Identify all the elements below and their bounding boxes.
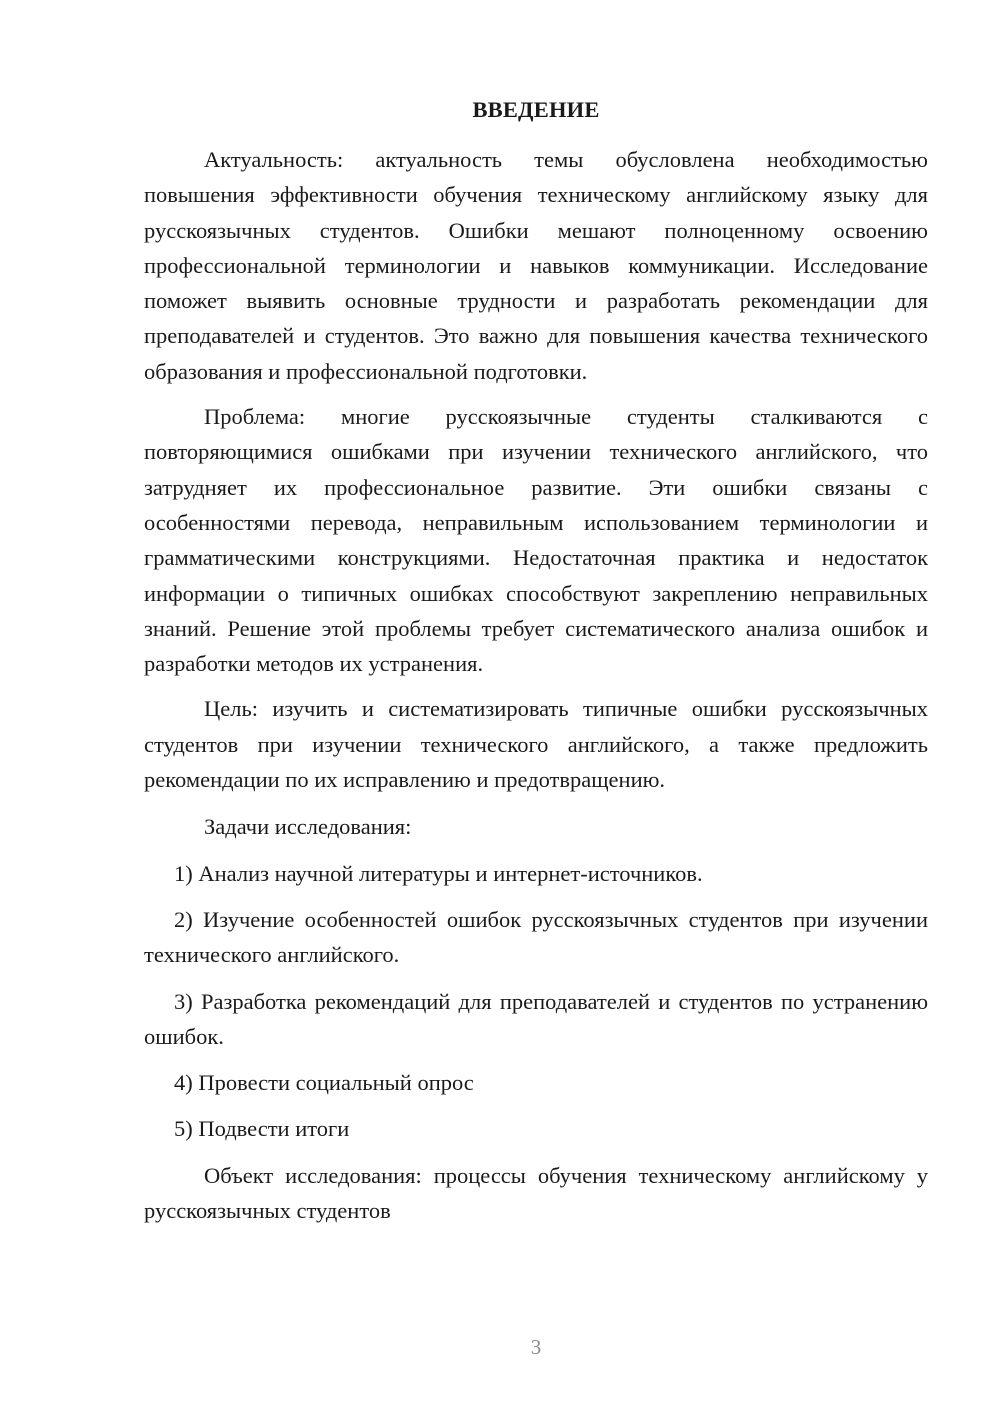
object-paragraph: Объект исследования: процессы обучения техническому английскому у русскоязычных студентов [144,1162,928,1224]
problem-paragraph: Проблема: многие русскоязычные студенты сталкиваются с повторяющимися ошибками при изучении технического английского, что затрудняет их профессиональное развитие. Эти ошибки связаны с особенностями перевода, неправильным использованием терминологии и грамматическими конструкциями. Недостаточная практика и недостаток информации о типичных ошибках способствуют закреплению неправильных знаний. Решение этой проблемы требует систематического анализа ошибок и разработки методов их устранения. [144,404,928,677]
goal-paragraph: Цель: изучить и систематизировать типичные ошибки русскоязычных студентов при изучении технического английского, а также предложить рекомендации по их исправлению и предотвращению. [144,696,928,793]
task-item: 5) Подвести итоги [174,1116,350,1142]
task-item: 1) Анализ научной литературы и интернет-источников. [174,860,703,886]
section-heading: ВВЕДЕНИЕ [472,97,600,122]
tasks-heading: Задачи исследования: [204,814,412,840]
relevance-paragraph: Актуальность: актуальность темы обусловлена необходимостью повышения эффективности обучения техническому английскому языку для русскоязычных студентов. Ошибки мешают полноценному освоению профессиональной терминологии и навыков коммуникации. Исследование поможет выявить основные трудности и разработать рекомендации для преподавателей и студентов. Это важно для повышения качества технического образования и профессиональной подготовки. [144,147,928,384]
task-item: 3) Разработка рекомендаций для преподавателей и студентов по устранению ошибок. [144,988,928,1049]
task-item: 4) Провести социальный опрос [174,1070,474,1096]
page-number: 3 [530,1335,542,1359]
task-item: 2) Изучение особенностей ошибок русскоязычных студентов при изучении технического английского. [144,906,928,968]
body-text [144,142,928,1228]
